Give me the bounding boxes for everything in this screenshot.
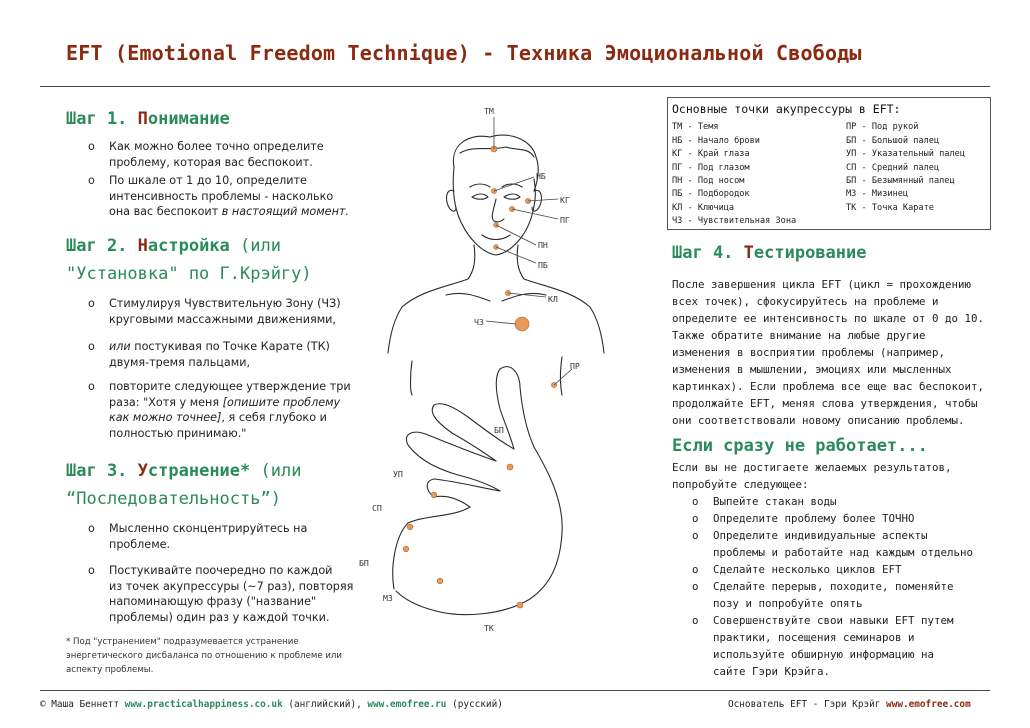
label-pg: ПГ	[560, 215, 570, 225]
list-line	[109, 395, 389, 411]
leader-lines	[486, 117, 572, 385]
paragraph-line: После завершения цикла EFT (цикл = прохождению	[672, 278, 972, 291]
body-figure	[388, 135, 604, 395]
acupressure-points-legend	[667, 97, 991, 230]
step3-initial: У	[137, 461, 148, 481]
bullet: o	[88, 380, 95, 393]
step1-initial: П	[137, 109, 148, 129]
legend-item: КГ - Край глаза	[672, 149, 750, 159]
footer-left	[40, 699, 503, 710]
label-mz: МЗ	[383, 593, 393, 603]
step1-rest: онимание	[147, 109, 230, 129]
list-line	[109, 339, 379, 355]
footnote-line: * Под "устранением" подразумевается устранение	[66, 637, 299, 647]
point-bp-thumb	[507, 464, 513, 470]
hand-figure	[393, 367, 562, 615]
list-line: проблему, которая вас беспокоит.	[109, 155, 313, 169]
label-nb: НБ	[536, 171, 546, 181]
legend-item: ЧЗ - Чувствительная Зона	[672, 216, 797, 226]
italic-text: в настоящий момент.	[221, 205, 349, 219]
bullet: o	[88, 140, 95, 153]
label-kg: КГ	[560, 195, 570, 205]
legend-item: СП - Средний палец	[846, 163, 940, 173]
list-line: Совершенствуйте свои навыки EFT путем	[713, 614, 954, 627]
paragraph-line: Если вы не достигаете желаемых результатов,	[672, 461, 952, 474]
list-line: По шкале от 1 до 10, определите	[109, 174, 307, 187]
fail-heading: Если сразу не работает...	[672, 436, 928, 456]
step3-suffix: (или	[250, 461, 302, 481]
paragraph-line: изменения в мышлении, эмоциях или мысленных	[672, 363, 952, 376]
bullet: o	[692, 512, 699, 525]
label-pn: ПН	[538, 240, 548, 250]
step3-rest: странение*	[147, 461, 251, 481]
italic-text: или	[109, 340, 131, 353]
list-line: повторите следующее утверждение три	[109, 380, 351, 393]
step4-body	[672, 276, 992, 429]
list-line: Как можно более точно определите	[109, 140, 324, 153]
footer-link-practicalhappiness[interactable]: www.practicalhappiness.co.uk	[124, 699, 283, 710]
list-line: практики, посещения семинаров и	[713, 631, 915, 644]
step1-prefix: Шаг 1.	[66, 109, 138, 129]
legend-item: ПБ - Подбородок	[672, 189, 750, 199]
step3-heading	[66, 461, 301, 481]
list-line: двумя-тремя пальцами,	[109, 355, 251, 369]
footer-note: (английский),	[282, 699, 368, 710]
list-line: из точек акупрессуры (~7 раз), повторяя	[109, 579, 354, 593]
step4-rest: естирование	[753, 243, 867, 263]
legend-item: ПГ - Под глазом	[672, 163, 750, 173]
step1-heading	[66, 109, 230, 129]
label-tk: ТК	[484, 623, 494, 633]
step3-prefix: Шаг 3.	[66, 461, 138, 481]
bullet: o	[692, 614, 699, 627]
list-line: Сделайте несколько циклов EFT	[713, 563, 902, 576]
step2-prefix: Шаг 2.	[66, 236, 138, 256]
list-line: проблеме.	[109, 537, 171, 551]
text: она вас беспокоит	[109, 205, 222, 219]
list-line: Выпейте стакан воды	[713, 495, 837, 508]
label-up: УП	[393, 469, 403, 479]
point-mz	[437, 578, 443, 584]
list-line	[109, 410, 389, 426]
point-chz	[515, 317, 529, 331]
legend-item: БП - Большой палец	[846, 136, 940, 146]
bullet: o	[88, 522, 95, 535]
fail-list	[692, 493, 992, 693]
title-divider	[40, 86, 990, 87]
italic-text: [опишите проблему	[222, 395, 341, 409]
step2-suffix: (или	[229, 236, 281, 256]
point-sp	[407, 524, 413, 530]
list-line: круговыми массажными движениями,	[109, 312, 336, 326]
list-line: проблемы и работайте над каждым отдельно	[713, 546, 974, 559]
page-title: EFT (Emotional Freedom Technique) - Техника Эмоциональной Свободы	[66, 41, 862, 65]
footer-right	[728, 699, 971, 710]
label-pb: ПБ	[538, 260, 548, 270]
bullet: o	[692, 580, 699, 593]
label-chz: ЧЗ	[474, 317, 484, 327]
text: постукивая по Точке Карате (ТК)	[130, 340, 330, 353]
legend-item: УП - Указательный палец	[846, 149, 965, 159]
bullet: o	[88, 297, 95, 310]
point-up	[431, 492, 437, 498]
step2-initial: Н	[137, 236, 148, 256]
fail-intro	[672, 459, 992, 493]
paragraph-line: определите ее интенсивность по шкале от 0 до 10.	[672, 312, 985, 325]
bullet: o	[88, 174, 95, 187]
footnote	[66, 635, 366, 677]
bullet: o	[88, 340, 95, 353]
step4-initial: Т	[743, 243, 754, 263]
footnote-line: аспекту проблемы.	[66, 665, 154, 675]
paragraph-line: продолжайте EFT, меняя слова утверждения, чтобы	[672, 397, 978, 410]
legend-item: ТК - Точка Карате	[846, 203, 934, 213]
paragraph-line: попробуйте следующее:	[672, 478, 809, 491]
legend-item: МЗ - Мизинец	[846, 189, 909, 199]
footer-founder: Основатель EFT - Гэри Крэйг	[728, 699, 887, 710]
legend-title: Основные точки акупрессуры в EFT:	[672, 102, 901, 116]
paragraph-line: они соответствовали новому описанию проблемы.	[672, 414, 965, 427]
list-line: полностью принимаю."	[109, 426, 247, 440]
legend-item: ПР - Под рукой	[846, 122, 919, 132]
step2-heading	[66, 236, 281, 256]
bullet: o	[692, 495, 699, 508]
paragraph-line: Также обратите внимание на любые другие	[672, 329, 926, 342]
list-line: Мысленно сконцентрируйтесь на	[109, 522, 308, 535]
list-line: Определите проблему более ТОЧНО	[713, 512, 915, 525]
list-line: проблемы) один раз у каждой точки.	[109, 610, 330, 624]
list-line: Стимулируя Чувствительную Зону (ЧЗ)	[109, 297, 341, 310]
bullet: o	[692, 563, 699, 576]
footer-divider	[40, 690, 990, 691]
label-kl: КЛ	[548, 294, 558, 304]
label-sp: СП	[372, 503, 382, 513]
label-bp-hand: БП	[359, 558, 369, 568]
list-line: Сделайте перерыв, походите, поменяйте	[713, 580, 954, 593]
footer-link-emofree-com[interactable]: www.emofree.com	[886, 699, 971, 710]
italic-text: как можно точнее]	[109, 411, 222, 425]
list-line: используйте обширную информацию на	[713, 648, 935, 661]
label-bp-top: БП	[494, 425, 504, 435]
label-tm: ТМ	[484, 106, 494, 116]
step3-list	[88, 521, 388, 631]
list-line: сайте Гэри Крэйга.	[713, 665, 831, 678]
list-line	[109, 204, 379, 220]
step4-prefix: Шаг 4.	[672, 243, 744, 263]
text: , я себя глубоко и	[221, 411, 327, 425]
footnote-line: энергетического дисбаланса по отношению к проблеме или	[66, 651, 342, 661]
paragraph-line: картинках). Если проблема все еще вас беспокоит,	[672, 380, 985, 393]
list-line: позу и попробуйте опять	[713, 597, 863, 610]
bullet: o	[692, 529, 699, 542]
step2-subheading: "Установка" по Г.Крэйгу)	[66, 264, 312, 284]
legend-item: НБ - Начало брови	[672, 136, 760, 146]
legend-item: ТМ - Темя	[672, 122, 719, 132]
footer-note: (русский)	[446, 699, 503, 710]
step3-subheading: “Последовательность”)	[66, 489, 281, 509]
bullet: o	[88, 564, 95, 577]
step2-rest: астройка	[147, 236, 230, 256]
list-line: Постукивайте поочередно по каждой	[109, 564, 333, 577]
paragraph-line: изменения в восприятии проблемы (например,	[672, 346, 946, 359]
legend-item: ПН - Под носом	[672, 176, 745, 186]
list-line: напоминающую фразу ("название"	[109, 595, 317, 609]
label-pr: ПР	[570, 361, 580, 371]
footer-link-emofree-ru[interactable]: www.emofree.ru	[367, 699, 447, 710]
list-line: Определите индивидуальные аспекты	[713, 529, 928, 542]
acupressure-diagram	[350, 95, 660, 655]
step1-list	[88, 139, 388, 229]
acupressure-points	[403, 146, 556, 608]
point-bp-ring	[403, 546, 409, 552]
point-tk	[517, 602, 523, 608]
list-line: интенсивность проблемы - насколько	[109, 189, 334, 203]
text: раза: "Хотя у меня	[109, 395, 223, 409]
step2-list	[88, 296, 388, 446]
paragraph-line: всех точек), сфокусируйтесь на проблеме и	[672, 295, 939, 308]
legend-item: КЛ - Ключица	[672, 203, 735, 213]
legend-item: БП - Безымянный палец	[846, 176, 955, 186]
step4-heading	[672, 243, 867, 263]
footer-copyright: © Маша Беннетт	[40, 699, 125, 710]
